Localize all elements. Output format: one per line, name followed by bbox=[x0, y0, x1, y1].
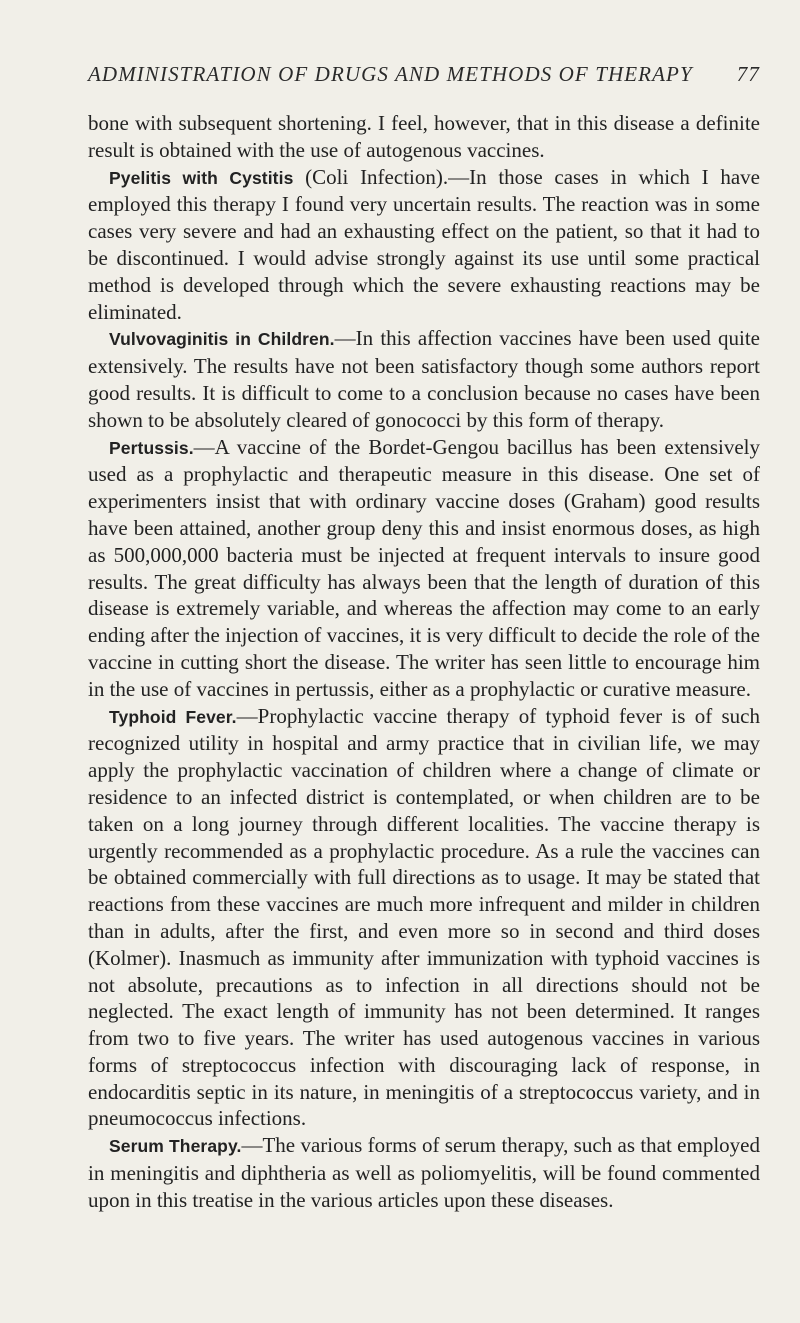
section-heading: Pyelitis with Cystitis bbox=[109, 167, 294, 188]
paragraph-text: —The various forms of serum therapy, such as that employed in meningitis and diphtheria as well as poliomyelitis, will be found commented upon in this treatise in the various articles upon these diseases. bbox=[88, 1133, 760, 1212]
section-heading: Vulvovaginitis in Children. bbox=[109, 329, 335, 350]
paragraph-vulvovaginitis bbox=[88, 325, 760, 433]
paragraph-serum-therapy bbox=[88, 1132, 760, 1213]
running-head bbox=[88, 62, 760, 92]
paragraph-text: —A vaccine of the Bordet-Gengou bacillus has been extensively used as a prophylactic and therapeutic measure in this disease. One set of experimenters insist that with ordinary vaccine doses (Graham) good results have been attained, another group deny this and insist enormous doses, as high as 500,000,000 bacteria must be injected at frequent intervals to insure good results. The great difficulty has always been that the length of duration of this disease is extremely variable, and whereas the affection may come to an early ending after the injection of vaccines, it is very difficult to decide the role of the vaccine in cutting short the disease. The writer has seen little to encourage him in the use of vaccines in pertussis, either as a prophylactic or curative measure. bbox=[88, 434, 760, 701]
paragraph-pertussis bbox=[88, 434, 760, 703]
section-heading: Serum Therapy. bbox=[109, 1136, 242, 1157]
section-heading: Typhoid Fever. bbox=[109, 706, 237, 727]
page-number: 77 bbox=[736, 62, 760, 86]
body-text bbox=[88, 110, 760, 1214]
paragraph-text: —In this affection vaccines have been used quite extensively. The results have not been satisfactory though some authors report good results. It is difficult to come to a conclusion because no cases have been shown to be absolutely cleared of gonococci by this form of therapy. bbox=[88, 326, 760, 432]
section-heading: Pertussis. bbox=[109, 437, 194, 458]
paragraph-continuation bbox=[88, 110, 760, 164]
paragraph-typhoid bbox=[88, 703, 760, 1133]
paragraph-pyelitis bbox=[88, 164, 760, 326]
running-title: ADMINISTRATION OF DRUGS AND METHODS OF THERAPY bbox=[88, 62, 693, 86]
paragraph-text: —Prophylactic vaccine therapy of typhoid fever is of such recognized utility in hospital and army practice that in civilian life, we may apply the prophylactic vaccination of children where a change of climate or residence to an infected district is contemplated, or when children are to be taken on a long journey through different localities. The vaccine therapy is urgently recommended as a prophylactic procedure. As a rule the vaccines can be obtained commercially with full directions as to usage. It may be stated that reactions from these vaccines are much more infrequent and milder in children than in adults, after the first, and even more so in second and third doses (Kolmer). Inasmuch as immunity after immunization with typhoid vaccines is not absolute, precautions as to infection in all directions should not be neglected. The exact length of immunity has not been determined. It ranges from two to five years. The writer has used autogenous vaccines in various forms of streptococcus infection with discouraging lack of response, in endocarditis septic in its nature, in meningitis of a streptococcus variety, and in pneumococcus infections. bbox=[88, 703, 760, 1131]
paragraph-text: (Coli Infection).—In those cases in which I have employed this therapy I found very uncertain results. The reaction was in some cases very severe and had an exhausting effect on the patient, so that it had to be discontinued. I would advise strongly against its use until some practical method is developed through which the severe exhausting reactions may be eliminated. bbox=[88, 164, 760, 324]
paragraph-text: bone with subsequent shortening. I feel, however, that in this disease a definite result is obtained with the use of autogenous vaccines. bbox=[88, 111, 760, 162]
